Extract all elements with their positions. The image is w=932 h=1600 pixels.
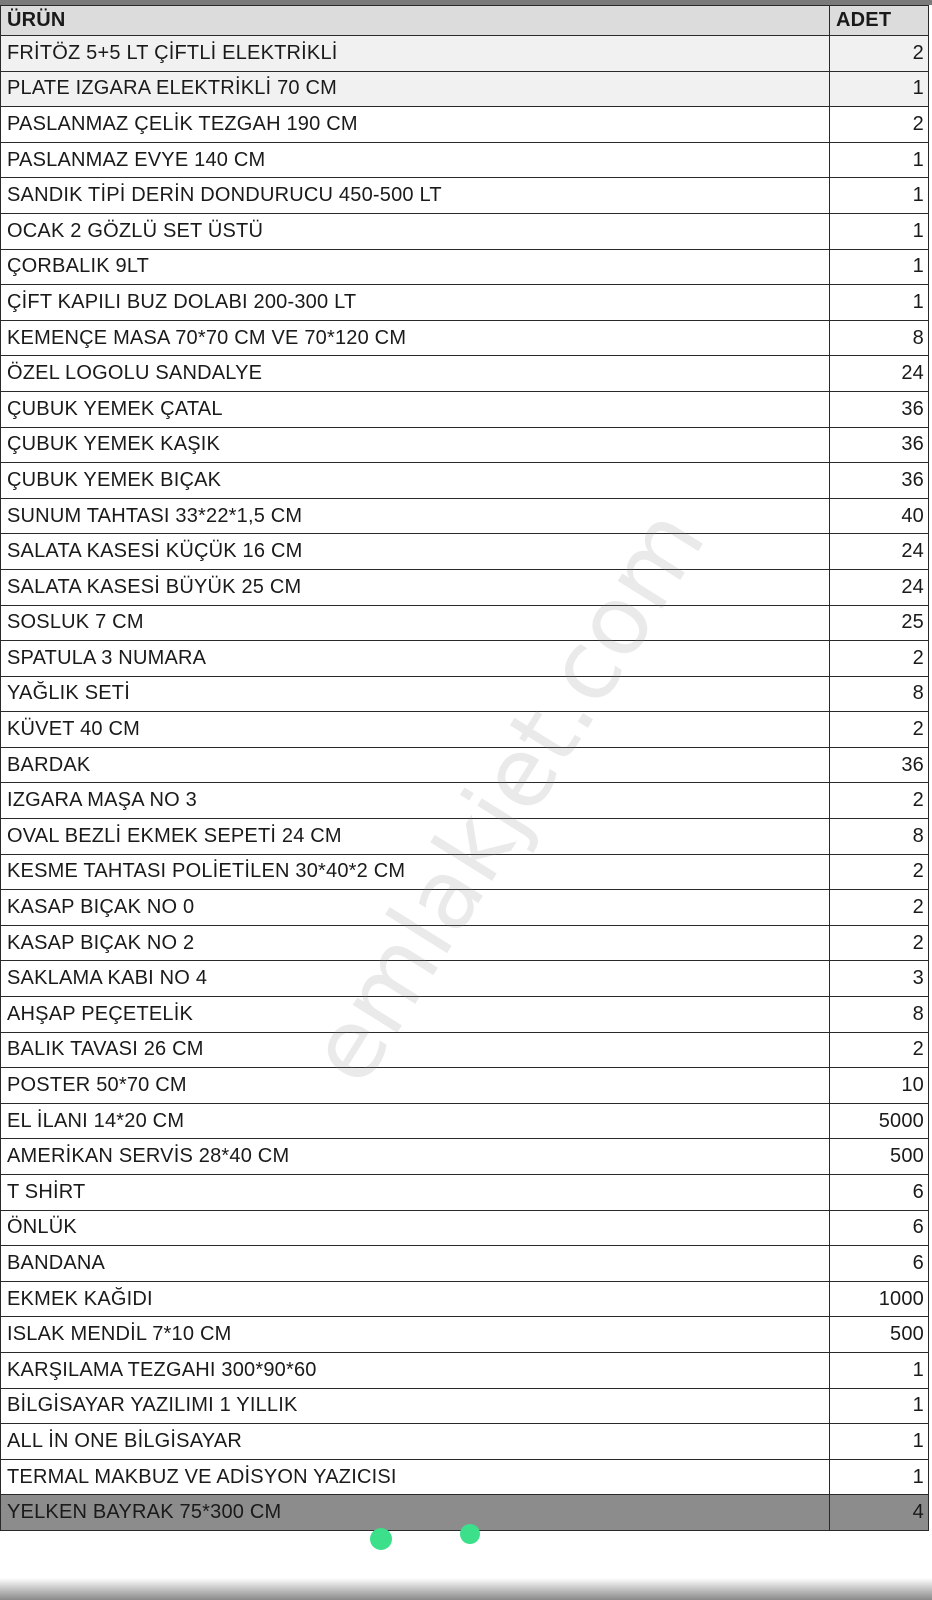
quantity-cell: 24 xyxy=(830,569,929,605)
product-name-cell: PASLANMAZ ÇELİK TEZGAH 190 CM xyxy=(1,107,830,143)
table-row xyxy=(1,498,929,534)
quantity-cell: 8 xyxy=(830,676,929,712)
quantity-cell: 2 xyxy=(830,783,929,819)
table-row xyxy=(1,1103,929,1139)
table-row xyxy=(1,178,929,214)
quantity-cell: 8 xyxy=(830,819,929,855)
quantity-cell: 1 xyxy=(830,1459,929,1495)
quantity-cell: 36 xyxy=(830,747,929,783)
table-row xyxy=(1,1281,929,1317)
product-name-cell: KARŞILAMA TEZGAHI 300*90*60 xyxy=(1,1352,830,1388)
product-name-cell: ÇUBUK YEMEK ÇATAL xyxy=(1,391,830,427)
product-name-cell: OVAL BEZLİ EKMEK SEPETİ 24 CM xyxy=(1,819,830,855)
table-row xyxy=(1,1459,929,1495)
table-row xyxy=(1,641,929,677)
product-name-cell: ÇORBALIK 9LT xyxy=(1,249,830,285)
quantity-cell: 8 xyxy=(830,320,929,356)
product-name-cell: SAKLAMA KABI NO 4 xyxy=(1,961,830,997)
table-row xyxy=(1,712,929,748)
product-name-cell: EL İLANI 14*20 CM xyxy=(1,1103,830,1139)
quantity-cell: 500 xyxy=(830,1317,929,1353)
quantity-cell: 2 xyxy=(830,1032,929,1068)
table-row xyxy=(1,1210,929,1246)
green-dot-marker xyxy=(460,1524,480,1544)
quantity-cell: 1 xyxy=(830,178,929,214)
quantity-cell: 2 xyxy=(830,712,929,748)
quantity-cell: 36 xyxy=(830,391,929,427)
table-row xyxy=(1,569,929,605)
table-row xyxy=(1,1139,929,1175)
product-name-cell: SPATULA 3 NUMARA xyxy=(1,641,830,677)
table-row xyxy=(1,1175,929,1211)
product-name-cell: ALL İN ONE BİLGİSAYAR xyxy=(1,1424,830,1460)
table-row xyxy=(1,213,929,249)
table-row xyxy=(1,997,929,1033)
quantity-cell: 8 xyxy=(830,997,929,1033)
table-row xyxy=(1,676,929,712)
watermark: emlakjet.com xyxy=(285,489,727,1103)
product-name-cell: YELKEN BAYRAK 75*300 CM xyxy=(1,1495,830,1531)
product-name-cell: KESME TAHTASI POLİETİLEN 30*40*2 CM xyxy=(1,854,830,890)
quantity-cell: 2 xyxy=(830,925,929,961)
quantity-cell: 1000 xyxy=(830,1281,929,1317)
green-dot-marker xyxy=(370,1528,392,1550)
quantity-cell: 4 xyxy=(830,1495,929,1531)
quantity-cell: 1 xyxy=(830,285,929,321)
product-name-cell: SALATA KASESİ BÜYÜK 25 CM xyxy=(1,569,830,605)
product-name-cell: FRİTÖZ 5+5 LT ÇİFTLİ ELEKTRİKLİ xyxy=(1,36,830,72)
product-quantity-table xyxy=(0,5,929,1531)
product-name-cell: TERMAL MAKBUZ VE ADİSYON YAZICISI xyxy=(1,1459,830,1495)
product-name-cell: BİLGİSAYAR YAZILIMI 1 YILLIK xyxy=(1,1388,830,1424)
quantity-cell: 1 xyxy=(830,71,929,107)
quantity-cell: 6 xyxy=(830,1175,929,1211)
product-name-cell: T SHİRT xyxy=(1,1175,830,1211)
product-name-cell: AHŞAP PEÇETELİK xyxy=(1,997,830,1033)
product-name-cell: ÖNLÜK xyxy=(1,1210,830,1246)
product-name-cell: IZGARA MAŞA NO 3 xyxy=(1,783,830,819)
table-row xyxy=(1,1032,929,1068)
product-name-cell: KEMENÇE MASA 70*70 CM VE 70*120 CM xyxy=(1,320,830,356)
table-row xyxy=(1,356,929,392)
table-row xyxy=(1,1352,929,1388)
product-name-cell: PLATE IZGARA ELEKTRİKLİ 70 CM xyxy=(1,71,830,107)
quantity-cell: 24 xyxy=(830,356,929,392)
product-name-cell: ÇİFT KAPILI BUZ DOLABI 200-300 LT xyxy=(1,285,830,321)
table-row xyxy=(1,1317,929,1353)
product-name-cell: KASAP BIÇAK NO 0 xyxy=(1,890,830,926)
quantity-cell: 2 xyxy=(830,36,929,72)
product-column-header: ÜRÜN xyxy=(1,6,830,36)
product-name-cell: POSTER 50*70 CM xyxy=(1,1068,830,1104)
table-header-row xyxy=(1,6,929,36)
table-row xyxy=(1,285,929,321)
product-name-cell: ISLAK MENDİL 7*10 CM xyxy=(1,1317,830,1353)
product-name-cell: ÇUBUK YEMEK KAŞIK xyxy=(1,427,830,463)
table-row xyxy=(1,463,929,499)
table-row xyxy=(1,854,929,890)
product-name-cell: YAĞLIK SETİ xyxy=(1,676,830,712)
quantity-cell: 6 xyxy=(830,1246,929,1282)
quantity-cell: 2 xyxy=(830,890,929,926)
table-row xyxy=(1,747,929,783)
product-name-cell: SUNUM TAHTASI 33*22*1,5 CM xyxy=(1,498,830,534)
product-name-cell: KASAP BIÇAK NO 2 xyxy=(1,925,830,961)
quantity-cell: 1 xyxy=(830,1352,929,1388)
quantity-cell: 1 xyxy=(830,249,929,285)
table-row xyxy=(1,1388,929,1424)
table-row xyxy=(1,819,929,855)
quantity-cell: 24 xyxy=(830,534,929,570)
table-row xyxy=(1,391,929,427)
quantity-cell: 2 xyxy=(830,107,929,143)
product-name-cell: SALATA KASESİ KÜÇÜK 16 CM xyxy=(1,534,830,570)
table-row xyxy=(1,36,929,72)
table-row xyxy=(1,1246,929,1282)
product-name-cell: ÇUBUK YEMEK BIÇAK xyxy=(1,463,830,499)
table-row xyxy=(1,925,929,961)
quantity-cell: 36 xyxy=(830,463,929,499)
quantity-cell: 1 xyxy=(830,1424,929,1460)
quantity-cell: 2 xyxy=(830,641,929,677)
quantity-cell: 1 xyxy=(830,213,929,249)
table-row xyxy=(1,890,929,926)
quantity-cell: 40 xyxy=(830,498,929,534)
quantity-column-header: ADET xyxy=(830,6,929,36)
quantity-cell: 5000 xyxy=(830,1103,929,1139)
table-row xyxy=(1,107,929,143)
table-row xyxy=(1,961,929,997)
quantity-cell: 3 xyxy=(830,961,929,997)
product-name-cell: SOSLUK 7 CM xyxy=(1,605,830,641)
product-name-cell: BARDAK xyxy=(1,747,830,783)
product-name-cell: SANDIK TİPİ DERİN DONDURUCU 450-500 LT xyxy=(1,178,830,214)
product-name-cell: PASLANMAZ EVYE 140 CM xyxy=(1,142,830,178)
quantity-cell: 10 xyxy=(830,1068,929,1104)
product-name-cell: KÜVET 40 CM xyxy=(1,712,830,748)
quantity-cell: 1 xyxy=(830,142,929,178)
quantity-cell: 1 xyxy=(830,1388,929,1424)
table-row xyxy=(1,71,929,107)
quantity-cell: 36 xyxy=(830,427,929,463)
product-name-cell: OCAK 2 GÖZLÜ SET ÜSTÜ xyxy=(1,213,830,249)
quantity-cell: 2 xyxy=(830,854,929,890)
table-row xyxy=(1,783,929,819)
table-row xyxy=(1,605,929,641)
quantity-cell: 25 xyxy=(830,605,929,641)
product-name-cell: EKMEK KAĞIDI xyxy=(1,1281,830,1317)
quantity-cell: 6 xyxy=(830,1210,929,1246)
table-body xyxy=(1,36,929,1531)
table-row xyxy=(1,427,929,463)
bottom-shadow xyxy=(0,1578,932,1600)
table-row xyxy=(1,1424,929,1460)
product-name-cell: AMERİKAN SERVİS 28*40 CM xyxy=(1,1139,830,1175)
product-name-cell: BALIK TAVASI 26 CM xyxy=(1,1032,830,1068)
table-row xyxy=(1,142,929,178)
table-row xyxy=(1,534,929,570)
quantity-cell: 500 xyxy=(830,1139,929,1175)
table-row xyxy=(1,1068,929,1104)
product-name-cell: BANDANA xyxy=(1,1246,830,1282)
table-row xyxy=(1,320,929,356)
product-name-cell: ÖZEL LOGOLU SANDALYE xyxy=(1,356,830,392)
table-row xyxy=(1,249,929,285)
